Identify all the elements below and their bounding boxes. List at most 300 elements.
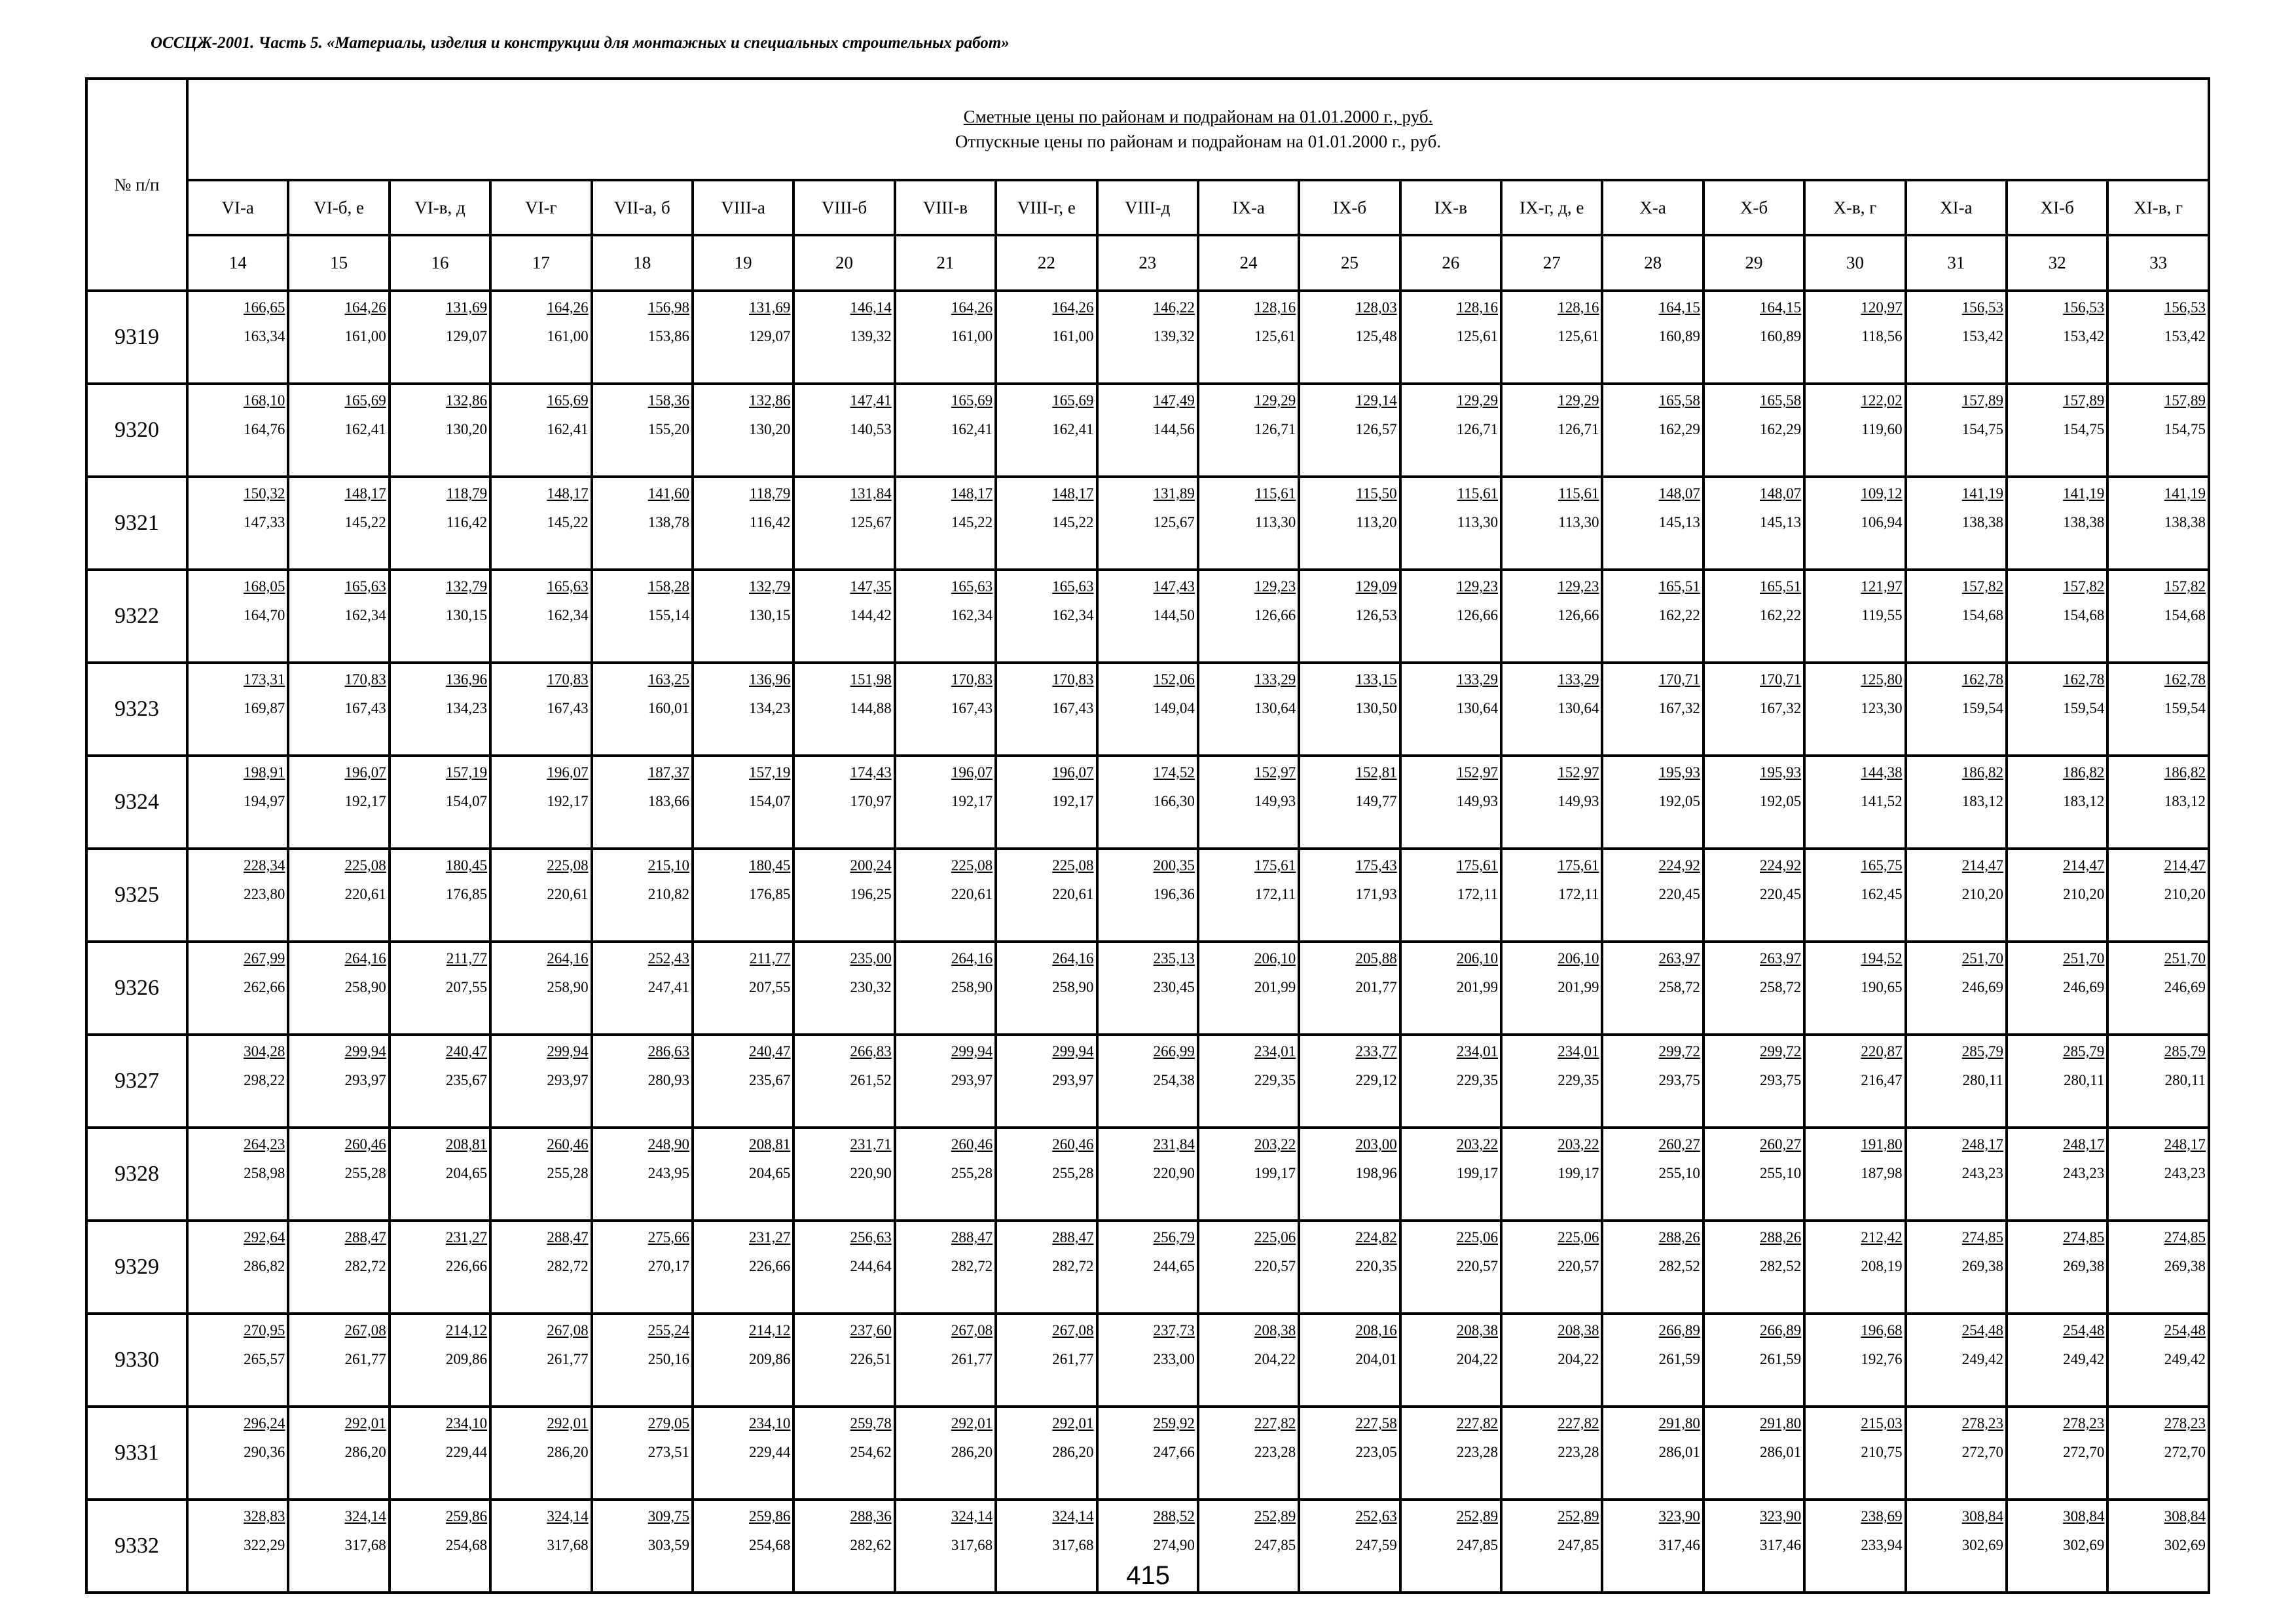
estimate-price: 170,83	[1052, 671, 1094, 688]
release-price: 183,12	[1961, 793, 2004, 809]
estimate-price: 206,10	[1558, 950, 1599, 967]
release-price: 220,57	[1558, 1258, 1599, 1274]
release-price: 226,51	[850, 1351, 892, 1367]
release-price: 164,76	[244, 421, 285, 437]
release-price: 192,17	[547, 793, 589, 809]
price-cell	[693, 1314, 793, 1407]
price-cell	[996, 477, 1097, 570]
release-price: 269,38	[2063, 1258, 2105, 1274]
estimate-price: 270,95	[244, 1322, 285, 1338]
release-price: 229,12	[1355, 1072, 1397, 1088]
estimate-price: 252,43	[647, 950, 689, 967]
price-cell	[1400, 1035, 1501, 1128]
release-price: 167,43	[547, 700, 589, 716]
estimate-price: 165,63	[547, 578, 589, 595]
column-number: 30	[1804, 235, 1905, 291]
price-cell	[1906, 849, 2007, 942]
price-cell	[895, 756, 996, 849]
release-price: 216,47	[1861, 1072, 1903, 1088]
release-price: 139,32	[1153, 328, 1195, 344]
release-price: 130,20	[749, 421, 791, 437]
estimate-price: 147,43	[1153, 578, 1195, 595]
price-cell	[693, 942, 793, 1035]
estimate-price: 235,13	[1153, 950, 1195, 967]
release-price: 130,64	[1254, 700, 1296, 716]
release-price: 154,68	[2063, 607, 2105, 623]
row-number: 9325	[86, 849, 187, 942]
price-cell	[592, 1128, 693, 1221]
release-price: 113,30	[1558, 514, 1599, 530]
price-cell	[996, 1407, 1097, 1500]
release-price: 229,44	[749, 1444, 791, 1460]
table-row	[86, 663, 2209, 756]
estimate-price: 231,27	[749, 1229, 791, 1246]
price-cell	[592, 291, 693, 384]
estimate-price: 156,53	[1961, 299, 2004, 316]
release-price: 286,20	[951, 1444, 993, 1460]
price-cell	[996, 384, 1097, 477]
release-price: 223,28	[1558, 1444, 1599, 1460]
estimate-price: 248,90	[647, 1136, 689, 1153]
row-number: 9327	[86, 1035, 187, 1128]
estimate-price: 227,82	[1456, 1415, 1499, 1431]
estimate-price: 248,17	[2063, 1136, 2105, 1153]
estimate-price: 288,47	[951, 1229, 993, 1246]
price-cell	[2107, 1128, 2209, 1221]
release-price: 125,67	[850, 514, 892, 530]
price-cell	[1704, 756, 1804, 849]
price-cell	[996, 570, 1097, 663]
estimate-price: 156,53	[2164, 299, 2206, 316]
table-row	[86, 570, 2209, 663]
release-price: 270,17	[647, 1258, 689, 1274]
price-cell	[895, 384, 996, 477]
estimate-price: 191,80	[1861, 1136, 1903, 1153]
price-cell	[1906, 1221, 2007, 1314]
release-price: 209,86	[445, 1351, 488, 1367]
price-cell	[1097, 477, 1198, 570]
region-header: X-в, г	[1804, 180, 1905, 236]
price-cell	[187, 570, 288, 663]
price-cell	[1198, 1407, 1299, 1500]
release-price: 286,01	[1760, 1444, 1802, 1460]
estimate-price: 170,83	[547, 671, 589, 688]
price-cell	[996, 756, 1097, 849]
price-cell	[288, 1221, 389, 1314]
release-price: 130,64	[1558, 700, 1599, 716]
estimate-price: 208,81	[445, 1136, 488, 1153]
estimate-price: 157,89	[2164, 392, 2206, 409]
release-price: 247,85	[1254, 1537, 1296, 1553]
price-cell	[2007, 384, 2107, 477]
price-cell	[1400, 1221, 1501, 1314]
estimate-price: 264,16	[1052, 950, 1094, 967]
estimate-price: 129,29	[1558, 392, 1599, 409]
estimate-price: 288,36	[850, 1508, 892, 1524]
release-price: 192,76	[1861, 1351, 1903, 1367]
release-price: 220,90	[850, 1165, 892, 1181]
release-price: 167,32	[1658, 700, 1700, 716]
price-cell	[1097, 1035, 1198, 1128]
release-price: 163,34	[244, 328, 285, 344]
estimate-price: 129,29	[1456, 392, 1499, 409]
release-price: 126,71	[1558, 421, 1599, 437]
price-cell	[895, 942, 996, 1035]
estimate-price: 194,52	[1861, 950, 1903, 967]
release-price: 149,93	[1456, 793, 1499, 809]
estimate-price: 133,29	[1558, 671, 1599, 688]
region-header: XI-в, г	[2107, 180, 2209, 236]
price-cell	[1198, 384, 1299, 477]
price-cell	[996, 942, 1097, 1035]
price-cell	[793, 1407, 894, 1500]
release-price: 235,67	[445, 1072, 488, 1088]
column-number: 21	[895, 235, 996, 291]
price-cell	[1400, 477, 1501, 570]
release-price: 144,56	[1153, 421, 1195, 437]
table-row	[86, 849, 2209, 942]
price-cell	[1501, 1128, 1602, 1221]
release-price: 144,42	[850, 607, 892, 623]
estimate-price: 151,98	[850, 671, 892, 688]
price-cell	[1704, 663, 1804, 756]
price-cell	[187, 291, 288, 384]
estimate-price: 267,99	[244, 950, 285, 967]
release-price: 130,15	[749, 607, 791, 623]
price-cell	[1804, 1314, 1905, 1407]
estimate-price: 278,23	[2164, 1415, 2206, 1431]
table-body	[86, 291, 2209, 1593]
release-price: 223,28	[1254, 1444, 1296, 1460]
estimate-price: 173,31	[244, 671, 285, 688]
release-price: 139,32	[850, 328, 892, 344]
price-cell	[2007, 1407, 2107, 1500]
estimate-price: 308,84	[1961, 1508, 2004, 1524]
estimate-price: 260,46	[951, 1136, 993, 1153]
estimate-price: 198,91	[244, 764, 285, 781]
table-row	[86, 1128, 2209, 1221]
price-cell	[187, 477, 288, 570]
release-price: 201,77	[1355, 979, 1397, 995]
estimate-price: 129,14	[1355, 392, 1397, 409]
price-cell	[793, 1035, 894, 1128]
estimate-price: 227,82	[1558, 1415, 1599, 1431]
estimate-price: 157,82	[1961, 578, 2004, 595]
release-price: 254,38	[1153, 1072, 1195, 1088]
row-number: 9319	[86, 291, 187, 384]
estimate-price: 254,48	[2063, 1322, 2105, 1338]
price-cell	[1097, 942, 1198, 1035]
estimate-price: 122,02	[1861, 392, 1903, 409]
release-price: 210,75	[1861, 1444, 1903, 1460]
row-number: 9331	[86, 1407, 187, 1500]
price-cell	[1097, 1407, 1198, 1500]
estimate-price: 214,12	[445, 1322, 488, 1338]
price-cell	[693, 570, 793, 663]
price-cell	[1804, 756, 1905, 849]
head-row-regions	[86, 180, 2209, 236]
estimate-price: 237,73	[1153, 1322, 1195, 1338]
region-header: IX-а	[1198, 180, 1299, 236]
estimate-price: 267,08	[547, 1322, 589, 1338]
price-cell	[2007, 291, 2107, 384]
release-price: 258,72	[1760, 979, 1802, 995]
price-cell	[592, 756, 693, 849]
price-cell	[2107, 942, 2209, 1035]
price-cell	[490, 384, 591, 477]
estimate-price: 234,01	[1254, 1043, 1296, 1060]
release-price: 161,00	[951, 328, 993, 344]
estimate-price: 187,37	[647, 764, 689, 781]
release-price: 210,20	[2164, 886, 2206, 902]
estimate-price: 324,14	[1052, 1508, 1094, 1524]
release-price: 126,53	[1355, 607, 1397, 623]
price-cell	[1906, 663, 2007, 756]
price-cell	[1097, 1128, 1198, 1221]
price-cell	[793, 849, 894, 942]
release-price: 130,50	[1355, 700, 1397, 716]
region-header: VI-г	[490, 180, 591, 236]
estimate-price: 203,00	[1355, 1136, 1397, 1153]
price-cell	[1602, 1407, 1703, 1500]
release-price: 162,34	[547, 607, 589, 623]
estimate-price: 165,69	[344, 392, 386, 409]
price-cell	[2107, 1221, 2209, 1314]
price-cell	[2107, 849, 2209, 942]
price-cell	[1602, 1128, 1703, 1221]
price-cell	[1400, 942, 1501, 1035]
price-cell	[895, 1128, 996, 1221]
estimate-price: 165,69	[951, 392, 993, 409]
estimate-price: 288,26	[1658, 1229, 1700, 1246]
estimate-price: 214,47	[2164, 857, 2206, 874]
price-cell	[2107, 384, 2209, 477]
price-cell	[1097, 849, 1198, 942]
release-price: 155,14	[647, 607, 689, 623]
release-price: 154,75	[1961, 421, 2004, 437]
estimate-price: 291,80	[1658, 1415, 1700, 1431]
release-price: 119,60	[1861, 421, 1903, 437]
price-cell	[895, 477, 996, 570]
estimate-price: 157,89	[1961, 392, 2004, 409]
price-cell	[1602, 663, 1703, 756]
estimate-price: 168,10	[244, 392, 285, 409]
price-cell	[1501, 384, 1602, 477]
estimate-price: 129,09	[1355, 578, 1397, 595]
price-cell	[490, 663, 591, 756]
region-header: VIII-а	[693, 180, 793, 236]
estimate-price: 165,69	[547, 392, 589, 409]
release-price: 249,42	[2164, 1351, 2206, 1367]
estimate-price: 288,52	[1153, 1508, 1195, 1524]
release-price: 204,22	[1254, 1351, 1296, 1367]
price-cell	[1906, 1407, 2007, 1500]
price-cell	[2007, 663, 2107, 756]
estimate-price: 131,69	[749, 299, 791, 316]
estimate-price: 324,14	[344, 1508, 386, 1524]
estimate-price: 292,01	[1052, 1415, 1094, 1431]
price-cell	[793, 756, 894, 849]
price-cell	[187, 1314, 288, 1407]
release-price: 154,75	[2063, 421, 2105, 437]
release-price: 125,48	[1355, 328, 1397, 344]
row-number: 9323	[86, 663, 187, 756]
release-price: 322,29	[244, 1537, 285, 1553]
release-price: 243,23	[2063, 1165, 2105, 1181]
estimate-price: 144,38	[1861, 764, 1903, 781]
price-cell	[1804, 291, 1905, 384]
release-price: 160,01	[647, 700, 689, 716]
release-price-title: Отпускные цены по районам и подрайонам на 01.01.2000 г., руб.	[955, 132, 1442, 152]
price-cell	[1400, 570, 1501, 663]
region-header: VIII-г, е	[996, 180, 1097, 236]
price-cell	[1097, 1221, 1198, 1314]
release-price: 246,69	[2164, 979, 2206, 995]
column-number: 25	[1299, 235, 1400, 291]
estimate-price: 157,19	[749, 764, 791, 781]
release-price: 286,01	[1658, 1444, 1700, 1460]
price-title-header	[187, 79, 2209, 180]
table-row	[86, 756, 2209, 849]
release-price: 126,66	[1558, 607, 1599, 623]
estimate-price: 162,78	[2164, 671, 2206, 688]
estimate-price: 133,29	[1254, 671, 1296, 688]
price-cell	[490, 1221, 591, 1314]
price-cell	[390, 1128, 490, 1221]
price-cell	[693, 384, 793, 477]
release-price: 293,75	[1760, 1072, 1802, 1088]
price-cell	[996, 849, 1097, 942]
price-cell	[895, 570, 996, 663]
estimate-price: 296,24	[244, 1415, 285, 1431]
region-header: VII-а, б	[592, 180, 693, 236]
estimate-price: 170,83	[344, 671, 386, 688]
estimate-price: 203,22	[1558, 1136, 1599, 1153]
estimate-price: 260,27	[1760, 1136, 1802, 1153]
estimate-price: 224,92	[1760, 857, 1802, 874]
estimate-price: 266,83	[850, 1043, 892, 1060]
price-cell	[390, 1407, 490, 1500]
price-cell	[693, 1128, 793, 1221]
release-price: 302,69	[2164, 1537, 2206, 1553]
price-cell	[1501, 849, 1602, 942]
price-cell	[1299, 663, 1400, 756]
estimate-price: 235,00	[850, 950, 892, 967]
estimate-price: 214,47	[1961, 857, 2004, 874]
estimate-price: 115,61	[1254, 485, 1296, 502]
price-cell	[1804, 849, 1905, 942]
release-price: 126,57	[1355, 421, 1397, 437]
release-price: 258,98	[244, 1165, 285, 1181]
estimate-price: 292,01	[951, 1415, 993, 1431]
table-row	[86, 1314, 2209, 1407]
region-header: VIII-б	[793, 180, 894, 236]
estimate-price: 234,01	[1456, 1043, 1499, 1060]
estimate-price: 275,66	[647, 1229, 689, 1246]
price-cell	[1097, 756, 1198, 849]
release-price: 160,89	[1760, 328, 1802, 344]
estimate-price: 292,01	[344, 1415, 386, 1431]
price-cell	[2007, 477, 2107, 570]
release-price: 130,20	[445, 421, 488, 437]
price-cell	[1906, 1035, 2007, 1128]
price-cell	[2007, 1128, 2107, 1221]
estimate-price: 279,05	[647, 1415, 689, 1431]
release-price: 280,93	[647, 1072, 689, 1088]
price-cell	[1501, 1221, 1602, 1314]
estimate-price: 146,22	[1153, 299, 1195, 316]
estimate-price: 175,61	[1558, 857, 1599, 874]
release-price: 220,90	[1153, 1165, 1195, 1181]
price-cell	[390, 570, 490, 663]
estimate-price: 263,97	[1760, 950, 1802, 967]
release-price: 192,17	[1052, 793, 1094, 809]
column-number: 20	[793, 235, 894, 291]
page-number: 415	[1126, 1561, 1170, 1590]
row-number: 9321	[86, 477, 187, 570]
region-header: IX-б	[1299, 180, 1400, 236]
release-price: 258,90	[1052, 979, 1094, 995]
estimate-price: 129,29	[1254, 392, 1296, 409]
release-price: 261,59	[1760, 1351, 1802, 1367]
estimate-price: 254,48	[1961, 1322, 2004, 1338]
price-cell	[793, 942, 894, 1035]
estimate-price: 196,07	[344, 764, 386, 781]
release-price: 167,32	[1760, 700, 1802, 716]
estimate-price: 175,43	[1355, 857, 1397, 874]
price-cell	[1299, 1407, 1400, 1500]
price-cell	[1906, 942, 2007, 1035]
estimate-price: 165,63	[344, 578, 386, 595]
estimate-price: 299,72	[1760, 1043, 1802, 1060]
estimate-price: 288,47	[1052, 1229, 1094, 1246]
release-price: 196,36	[1153, 886, 1195, 902]
price-cell	[1906, 570, 2007, 663]
estimate-price: 196,07	[547, 764, 589, 781]
column-number: 18	[592, 235, 693, 291]
price-cell	[592, 384, 693, 477]
release-price: 293,75	[1658, 1072, 1700, 1088]
release-price: 138,78	[647, 514, 689, 530]
release-price: 176,85	[749, 886, 791, 902]
price-cell	[490, 1035, 591, 1128]
price-cell	[693, 756, 793, 849]
estimate-price: 228,34	[244, 857, 285, 874]
release-price: 280,11	[2064, 1072, 2105, 1088]
release-price: 302,69	[2063, 1537, 2105, 1553]
release-price: 246,69	[2063, 979, 2105, 995]
release-price: 207,55	[445, 979, 488, 995]
estimate-price: 165,63	[1052, 578, 1094, 595]
table-row	[86, 942, 2209, 1035]
release-price: 243,95	[647, 1165, 689, 1181]
release-price: 223,05	[1355, 1444, 1397, 1460]
price-cell	[2007, 942, 2107, 1035]
estimate-price: 141,19	[2164, 485, 2206, 502]
release-price: 230,32	[850, 979, 892, 995]
estimate-price: 286,63	[647, 1043, 689, 1060]
price-cell	[592, 570, 693, 663]
release-price: 247,85	[1456, 1537, 1499, 1553]
price-cell	[1602, 570, 1703, 663]
estimate-price: 299,72	[1658, 1043, 1700, 1060]
region-header: X-а	[1602, 180, 1703, 236]
estimate-price: 148,07	[1760, 485, 1802, 502]
price-cell	[1299, 1314, 1400, 1407]
estimate-price: 323,90	[1658, 1508, 1700, 1524]
release-price: 261,52	[850, 1072, 892, 1088]
column-number: 24	[1198, 235, 1299, 291]
